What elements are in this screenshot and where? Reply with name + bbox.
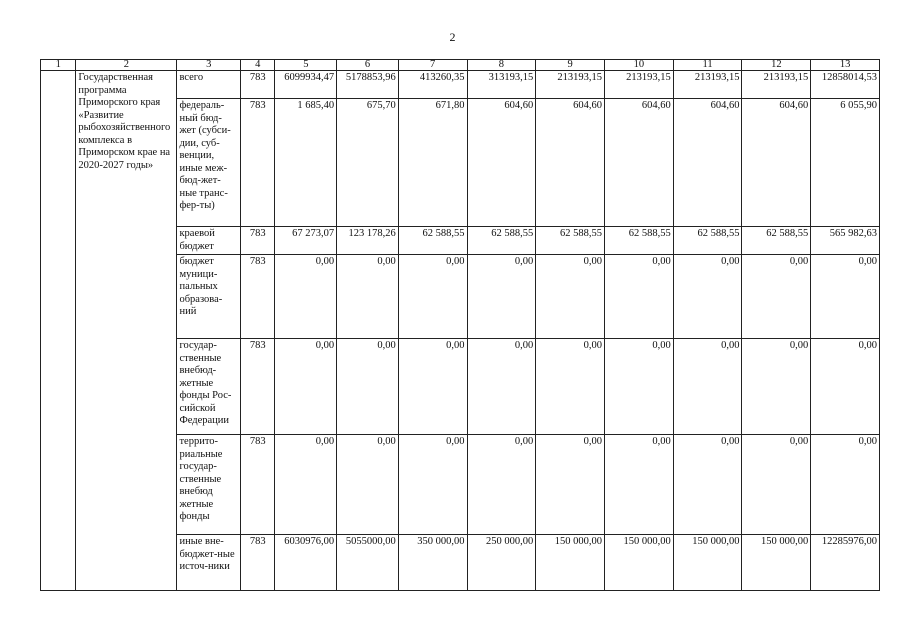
funding-source-cell: государ-ственные внебюд-жетные фонды Рос-сийской Федерации	[177, 339, 241, 435]
value-cell: 0,00	[742, 339, 811, 435]
code-cell: 783	[241, 99, 275, 227]
value-cell: 0,00	[337, 339, 399, 435]
value-cell: 0,00	[467, 255, 536, 339]
funding-source-cell: краевой бюджет	[177, 227, 241, 255]
value-cell: 6 055,90	[811, 99, 880, 227]
column-number-cell: 2	[76, 60, 177, 71]
value-cell: 150 000,00	[536, 535, 605, 591]
value-cell: 0,00	[467, 339, 536, 435]
value-cell: 250 000,00	[467, 535, 536, 591]
funding-source-cell: террито-риальные государ-ственные внебюд жетные фонды	[177, 435, 241, 535]
value-cell: 67 273,07	[275, 227, 337, 255]
value-cell: 604,60	[467, 99, 536, 227]
value-cell: 0,00	[275, 255, 337, 339]
column-number-cell: 13	[811, 60, 880, 71]
value-cell: 0,00	[275, 435, 337, 535]
value-cell: 0,00	[811, 339, 880, 435]
value-cell: 0,00	[605, 339, 674, 435]
value-cell: 0,00	[398, 435, 467, 535]
value-cell: 604,60	[673, 99, 742, 227]
value-cell: 213193,15	[605, 71, 674, 99]
value-cell: 0,00	[673, 339, 742, 435]
value-cell: 62 588,55	[742, 227, 811, 255]
value-cell: 604,60	[742, 99, 811, 227]
value-cell: 12285976,00	[811, 535, 880, 591]
page-number: 2	[449, 30, 456, 44]
value-cell: 0,00	[536, 255, 605, 339]
value-cell: 0,00	[398, 255, 467, 339]
value-cell: 12858014,53	[811, 71, 880, 99]
column-number-cell: 10	[605, 60, 674, 71]
column-number-cell: 12	[742, 60, 811, 71]
column-number-cell: 4	[241, 60, 275, 71]
value-cell: 5055000,00	[337, 535, 399, 591]
value-cell: 62 588,55	[398, 227, 467, 255]
funding-source-cell: федераль-ный бюд-жет (субси-дии, суб-венции, иные меж-бюд-жет-ные транс-фер-ты)	[177, 99, 241, 227]
value-cell: 0,00	[536, 339, 605, 435]
value-cell: 0,00	[536, 435, 605, 535]
value-cell: 0,00	[811, 255, 880, 339]
value-cell: 565 982,63	[811, 227, 880, 255]
value-cell: 0,00	[742, 435, 811, 535]
value-cell: 213193,15	[673, 71, 742, 99]
value-cell: 0,00	[673, 435, 742, 535]
column-number-cell: 8	[467, 60, 536, 71]
value-cell: 313193,15	[467, 71, 536, 99]
value-cell: 62 588,55	[536, 227, 605, 255]
code-cell: 783	[241, 535, 275, 591]
code-cell: 783	[241, 71, 275, 99]
row-number-cell	[41, 71, 76, 591]
column-number-row	[41, 60, 880, 71]
value-cell: 0,00	[398, 339, 467, 435]
column-number-cell: 7	[398, 60, 467, 71]
funding-source-cell: всего	[177, 71, 241, 99]
value-cell: 62 588,55	[605, 227, 674, 255]
value-cell: 1 685,40	[275, 99, 337, 227]
budget-table	[40, 59, 880, 591]
column-number-cell: 6	[337, 60, 399, 71]
value-cell: 604,60	[605, 99, 674, 227]
code-cell: 783	[241, 255, 275, 339]
value-cell: 413260,35	[398, 71, 467, 99]
value-cell: 0,00	[275, 339, 337, 435]
value-cell: 62 588,55	[467, 227, 536, 255]
value-cell: 0,00	[811, 435, 880, 535]
value-cell: 123 178,26	[337, 227, 399, 255]
code-cell: 783	[241, 227, 275, 255]
value-cell: 0,00	[742, 255, 811, 339]
program-name-cell: Государственная программа Приморского края «Развитие рыбохозяйственного комплекса в Приморском крае на 2020-2027 годы»	[76, 71, 177, 591]
funding-source-cell: иные вне-бюджет-ные источ-ники	[177, 535, 241, 591]
value-cell: 150 000,00	[673, 535, 742, 591]
value-cell: 0,00	[337, 435, 399, 535]
value-cell: 675,70	[337, 99, 399, 227]
value-cell: 0,00	[673, 255, 742, 339]
code-cell: 783	[241, 339, 275, 435]
value-cell: 0,00	[467, 435, 536, 535]
code-cell: 783	[241, 435, 275, 535]
value-cell: 350 000,00	[398, 535, 467, 591]
value-cell: 150 000,00	[605, 535, 674, 591]
value-cell: 0,00	[605, 435, 674, 535]
table-row	[41, 71, 880, 99]
column-number-cell: 1	[41, 60, 76, 71]
column-number-cell: 5	[275, 60, 337, 71]
value-cell: 62 588,55	[673, 227, 742, 255]
value-cell: 6099934,47	[275, 71, 337, 99]
funding-source-cell: бюджет муници-пальных образова-ний	[177, 255, 241, 339]
value-cell: 213193,15	[536, 71, 605, 99]
value-cell: 671,80	[398, 99, 467, 227]
column-number-cell: 11	[673, 60, 742, 71]
value-cell: 5178853,96	[337, 71, 399, 99]
value-cell: 150 000,00	[742, 535, 811, 591]
value-cell: 6030976,00	[275, 535, 337, 591]
value-cell: 0,00	[605, 255, 674, 339]
value-cell: 604,60	[536, 99, 605, 227]
value-cell: 0,00	[337, 255, 399, 339]
column-number-cell: 3	[177, 60, 241, 71]
value-cell: 213193,15	[742, 71, 811, 99]
column-number-cell: 9	[536, 60, 605, 71]
